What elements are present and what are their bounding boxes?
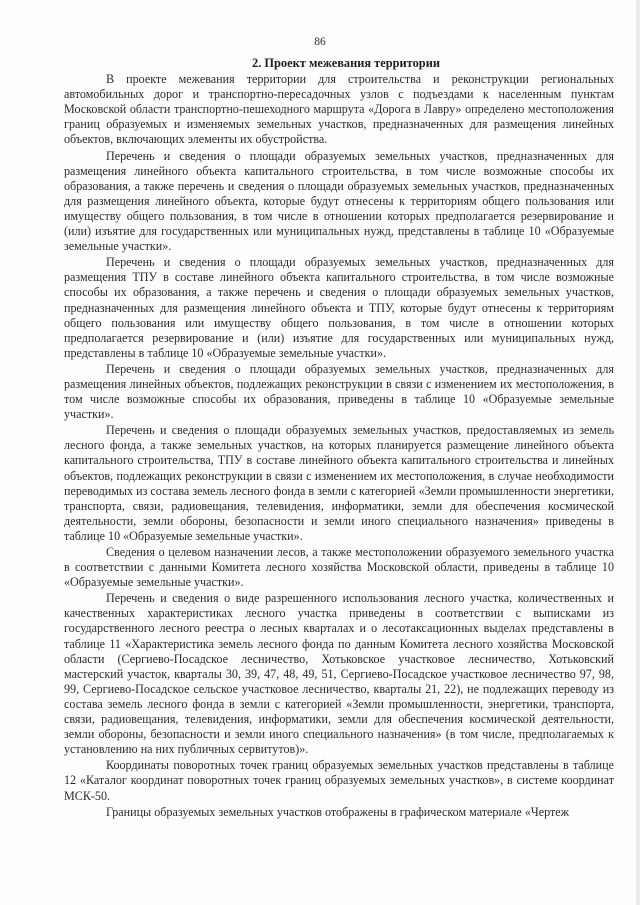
- paragraph: Границы образуемых земельных участков отображены в графическом материале «Чертеж: [106, 804, 569, 819]
- paragraph: Перечень и сведения о площади образуемых земельных участков, предназначенных для размещения линейного объекта капитального строительства, в том числе возможные способы их образования, а также перечень и сведения о площади образуемых земельных участков, предназначенных для размещения линейного объекта, которые будут отнесены к территориям общего пользования или имуществу общего пользования, в том числе в отношении которых предполагается резервирование и (или) изъятие для государственных или муниципальных нужд, представлены в таблице 10 «Образуемые земельные участки».: [64, 148, 614, 254]
- paragraph: Координаты поворотных точек границ образуемых земельных участков представлены в таблице 12 «Каталог координат поворотных точек границ образуемых земельных участков», в системе координат МСК-50.: [64, 758, 614, 803]
- page-number: 86: [314, 36, 326, 48]
- paragraph: Перечень и сведения о площади образуемых земельных участков, предоставляемых из земель лесного фонда, а также земельных участков, на которых планируется размещение линейного объекта капитального строительства, ТПУ в составе линейного объекта капитального строительства и линейных объектов, подлежащих реконструкции в связи с изменением их местоположения, в случае необходимости переводимых из состава земель лесного фонда в земли с категорией «Земли промышленности энергетики, транспорта, связи, радиовещания, телевидения, информатики, земли для обеспечения космической деятельности, земли обороны, безопасности и земли иного специального назначения» приведены в таблице 10 «Образуемые земельные участки».: [64, 423, 614, 543]
- paragraph: В проекте межевания территории для строительства и реконструкции региональных автомобильных дорог и транспортно-пересадочных узлов с подъездами к населенным пунктам Московской области транспортно-пешеходного маршрута «Дорога в Лавру» определено местоположения границ образуемых и изменяемых земельных участков, предназначенных для размещения линейных объектов, включающих элементы их обустройства.: [64, 72, 614, 147]
- paragraph: Перечень и сведения о площади образуемых земельных участков, предназначенных для размещения ТПУ в составе линейного объекта капитального строительства, в том числе возможные способы их образования, а также перечень и сведения о площади образуемых земельных участков, предназначенных для размещения линейного объекта и ТПУ, которые будут отнесены к территориям общего пользования или имуществу общего пользования, в том числе в отношении которых предполагается резервирование и (или) изъятие для государственных или муниципальных нужд, представлены в таблице 10 «Образуемые земельные участки».: [64, 255, 614, 360]
- paragraph: Перечень и сведения о виде разрешенного использования лесного участка, количественных и качественных характеристиках лесного участка приведены в соответствии с выписками из государственного лесного реестра о лесных кварталах и о лесотаксационных выделах представлены в таблице 11 «Характеристика земель лесного фонда по данным Комитета лесного хозяйства Московской области (Сергиево-Посадское лесничество, Хотьковское участковое лесничество, Хотьковский мастерский участок, кварталы 30, 39, 47, 48, 49, 51, Сергиево-Посадское участковое лесничество 97, 98, 99, Сергиево-Посадское сельское участковое лесничество, кварталы 21, 22), не подлежащих переводу из состава земель лесного фонда в земли с категорией «Земли промышленности, энергетики, транспорта, связи, радиовещания, телевидения, информатики, земли для обеспечения космической деятельности, земли обороны, безопасности и земли иного специального назначения» (в том числе, предполагаемых к установлению на них публичных сервитутов)».: [64, 591, 614, 757]
- paragraph: Перечень и сведения о площади образуемых земельных участков, предназначенных для размещения линейных объектов, подлежащих реконструкции в связи с изменением их местоположения, в том числе возможные способы их образования, приведены в таблице 10 «Образуемые земельные участки».: [64, 361, 614, 422]
- scan-edge-shadow: [636, 0, 640, 905]
- section-heading: 2. Проект межевания территории: [252, 56, 440, 70]
- page-content: [64, 56, 614, 821]
- paragraph: Сведения о целевом назначении лесов, а также местоположении образуемого земельного участка в соответствии с данными Комитета лесного хозяйства Московской области, приведены в таблице 10 «Образуемые земельные участки».: [64, 545, 614, 590]
